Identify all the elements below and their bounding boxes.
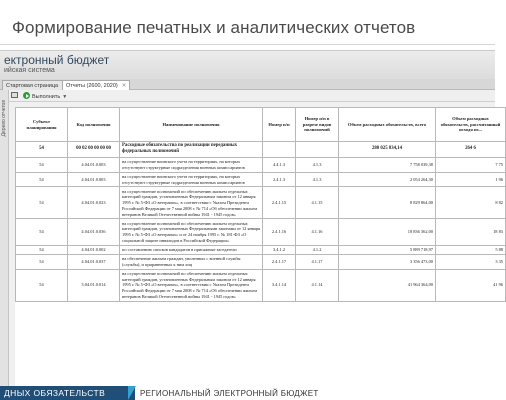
cell-volume: 41 964 364,00 bbox=[339, 269, 436, 301]
column-header: Субъект планирования bbox=[16, 108, 68, 142]
column-header: Объем расходных обязательств, всего bbox=[339, 108, 436, 142]
report-table bbox=[15, 107, 506, 302]
tab-reports[interactable] bbox=[62, 80, 130, 90]
cell-volume2: 41 96 bbox=[436, 269, 506, 301]
cell-num: 2.4.1.16 bbox=[263, 219, 296, 245]
cell-volume2: 18 83 bbox=[436, 219, 506, 245]
app-screenshot bbox=[0, 50, 503, 394]
cell-name: на осуществление воинского учета на территориях, на которых отсутствуют структурные подразделения военных комиссариатов bbox=[120, 172, 263, 187]
print-button[interactable] bbox=[11, 91, 20, 100]
cell-num: 2.4.1.3 bbox=[263, 172, 296, 187]
run-label: Выполнить bbox=[32, 94, 61, 100]
close-icon[interactable]: ✕ bbox=[121, 83, 127, 89]
cell-num: 4.4.1.3 bbox=[263, 157, 296, 172]
cell-name: по составлению списков кандидатов в присяжные заседатели bbox=[120, 245, 263, 254]
footer-left-text: ДНЫХ ОБЯЗАТЕЛЬСТВ bbox=[4, 388, 106, 398]
report-tree-panel[interactable] bbox=[0, 90, 9, 395]
table-row bbox=[16, 269, 506, 301]
table-row bbox=[16, 187, 506, 219]
toolbar bbox=[9, 90, 495, 102]
cell-volume2: 3 35 bbox=[436, 254, 506, 269]
table-row bbox=[16, 157, 506, 172]
cell-volume: 18 836 362,00 bbox=[339, 219, 436, 245]
cell-code: 3.04.01.0.014 bbox=[68, 269, 120, 301]
cell-code: 4.04.01.0.002 bbox=[68, 245, 120, 254]
cell-subject: 54 bbox=[16, 187, 68, 219]
cell-volume: 2 054 264,30 bbox=[339, 172, 436, 187]
app-subname: ийская система bbox=[4, 67, 55, 74]
cell-volume2: 7 75 bbox=[436, 157, 506, 172]
cell-num2: 4.1.17 bbox=[296, 254, 339, 269]
cell-code: 4.04.01.0.003 bbox=[68, 157, 120, 172]
cell-subject: 54 bbox=[16, 219, 68, 245]
cell-num: 2.4.1.17 bbox=[263, 254, 296, 269]
cell-num: 3.4.1.14 bbox=[263, 269, 296, 301]
cell-code: 4.04.01.0.023 bbox=[68, 187, 120, 219]
table-row bbox=[16, 245, 506, 254]
footer-right-text: РЕГИОНАЛЬНЫЙ ЭЛЕКТРОННЫЙ БЮДЖЕТ bbox=[140, 389, 319, 398]
table-row bbox=[16, 219, 506, 245]
title-divider bbox=[0, 44, 495, 45]
report-table-container[interactable] bbox=[15, 107, 503, 395]
app-name: ектронный бюджет bbox=[4, 53, 110, 67]
cell-subject: 54 bbox=[16, 142, 68, 158]
table-header-row bbox=[16, 108, 506, 142]
tab-label: Стартовая страница bbox=[6, 83, 59, 89]
cell-subject: 54 bbox=[16, 172, 68, 187]
cell-num2: 4.1.15 bbox=[296, 187, 339, 219]
cell-num: 3.4.1.2 bbox=[263, 245, 296, 254]
cell-volume2: 5 88 bbox=[436, 245, 506, 254]
cell-subject: 54 bbox=[16, 269, 68, 301]
table-total-row bbox=[16, 142, 506, 158]
cell-code: 4.04.01.0.003 bbox=[68, 172, 120, 187]
footer-bar bbox=[0, 386, 495, 400]
cell-volume2: 1 96 bbox=[436, 172, 506, 187]
tab-bar bbox=[0, 79, 495, 90]
run-button[interactable] bbox=[23, 91, 67, 100]
cell-volume: 7 758 039,38 bbox=[339, 157, 436, 172]
cell-num2: 4.1.16 bbox=[296, 219, 339, 245]
cell-name: на осуществление полномочий по обеспечению жильем отдельных категорий граждан, установленных Федеральным законом от 12 января 1995 г. № 5-ФЗ «О ветеранах», в соответствии с Указом Президента Российской Федерации от 7 мая 2008 г. № 714 «Об обеспечении жильем ветеранов Великой Отечественной войны 1941 - 1945 годов» bbox=[120, 187, 263, 219]
cell-name: на осуществление воинского учета на территориях, на которых отсутствуют структурные подразделения военных комиссариатов bbox=[120, 157, 263, 172]
cell-num2: 4.1.3 bbox=[296, 157, 339, 172]
table-row bbox=[16, 172, 506, 187]
cell-num2: 4.1.3 bbox=[296, 172, 339, 187]
cell-num2: 4.1.14 bbox=[296, 269, 339, 301]
cell-name: на осуществление полномочий по обеспечению жильем отдельных категорий граждан, установленных Федеральным законом от 12 января 1995 г. № 5-ФЗ «О ветеранах», в соответствии с Указом Президента Российской Федерации от 7 мая 2008 г. № 714 «Об обеспечении жильем ветеранов Великой Отечественной войны 1941 - 1945 годов» bbox=[120, 269, 263, 301]
footer-accent bbox=[128, 386, 136, 400]
cell-volume: 5 889 718,97 bbox=[339, 245, 436, 254]
cell-code: 4.04.01.0.037 bbox=[68, 254, 120, 269]
cell-name: Расходные обязательства по реализации переданных федеральных полномочий bbox=[120, 142, 263, 158]
print-icon bbox=[11, 92, 18, 98]
cell-subject: 54 bbox=[16, 254, 68, 269]
table-row bbox=[16, 254, 506, 269]
cell-num2 bbox=[296, 142, 339, 158]
column-header: Наименование полномочия bbox=[120, 108, 263, 142]
cell-num2: 4.1.2 bbox=[296, 245, 339, 254]
cell-volume: 3 356 473,00 bbox=[339, 254, 436, 269]
tab-start-page[interactable] bbox=[2, 80, 71, 90]
cell-volume2: 264 6 bbox=[436, 142, 506, 158]
tab-label: Отчеты (2600, 2020) bbox=[66, 83, 118, 89]
app-banner bbox=[0, 51, 495, 79]
cell-volume2: 8 82 bbox=[436, 187, 506, 219]
report-tree-label: Дерево отчетов bbox=[1, 100, 7, 137]
chevron-down-icon: ▼ bbox=[62, 94, 68, 100]
cell-code: 4.04.01.0.036 bbox=[68, 219, 120, 245]
cell-volume: 8 829 864,00 bbox=[339, 187, 436, 219]
cell-subject: 54 bbox=[16, 245, 68, 254]
column-header: Объем расходных обязательств, рассчитанный исходя из... bbox=[436, 108, 506, 142]
cell-name: на осуществление полномочий по обеспечению жильем отдельных категорий граждан, установленных Федеральными законами от 12 января 1995 г. № 5-ФЗ «О ветеранах» и от 24 ноября 1995 г. № 181-ФЗ «О социальной защите инвалидов в Российской Федерации» bbox=[120, 219, 263, 245]
cell-volume: 280 025 834,14 bbox=[339, 142, 436, 158]
cell-code: 00 02 00 00 00 00 bbox=[68, 142, 120, 158]
play-icon bbox=[23, 92, 30, 99]
cell-num: 2.4.1.15 bbox=[263, 187, 296, 219]
cell-name: на обеспечение жильем граждан, уволенных с военной службы (службы), и приравненных к ним лиц bbox=[120, 254, 263, 269]
column-header: Код полномочия bbox=[68, 108, 120, 142]
column-header: Номер п/п в разрезе видов полномочий bbox=[296, 108, 339, 142]
slide-title: Формирование печатных и аналитических отчетов bbox=[12, 18, 416, 37]
cell-subject: 54 bbox=[16, 157, 68, 172]
cell-num bbox=[263, 142, 296, 158]
footer-left-block bbox=[0, 386, 135, 400]
column-header: Номер п/п bbox=[263, 108, 296, 142]
